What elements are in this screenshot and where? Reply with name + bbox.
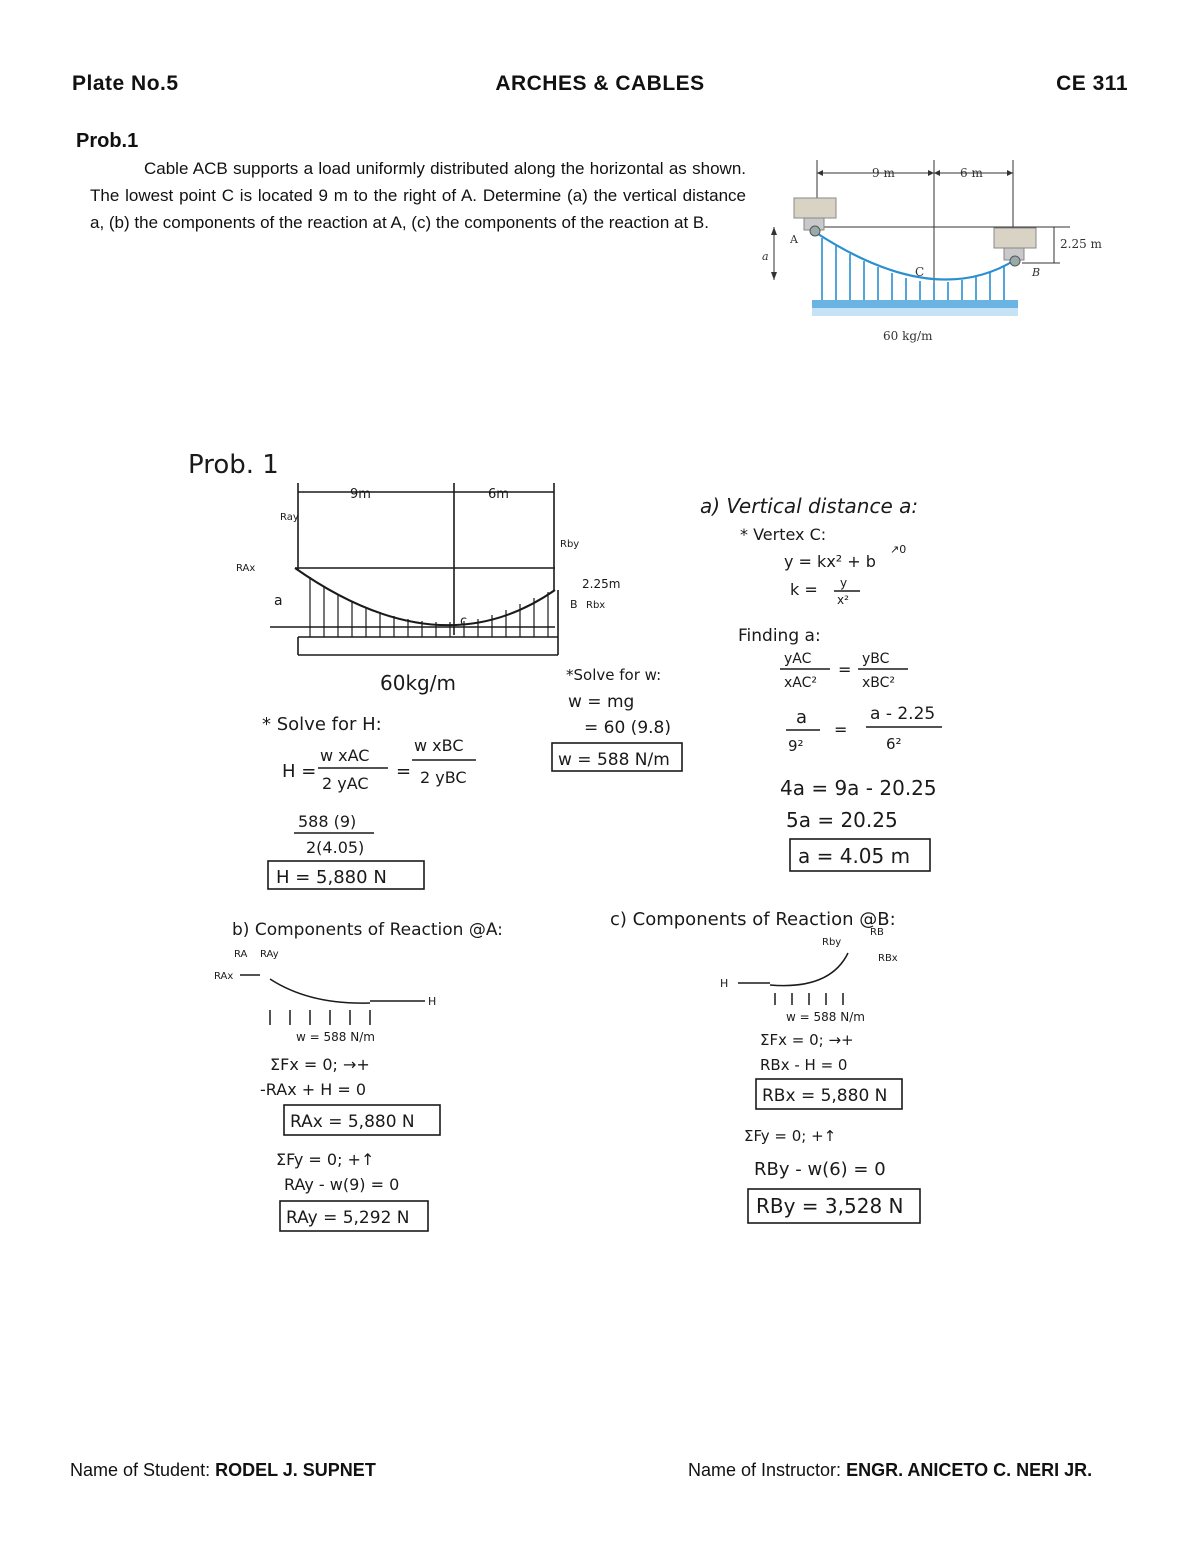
part-b-r1: RAx = 5,880 N [290,1112,415,1132]
subject-title: ARCHES & CABLES [495,72,705,95]
student-name: RODEL J. SUPNET [215,1460,376,1480]
part-c [610,909,920,1223]
part-c-e2: RBx - H = 0 [760,1056,848,1074]
fig-dim-9m: 9 m [872,166,895,180]
part-a-eq1: y = kx² + b [784,552,876,571]
sketch-rax: RAx [236,563,256,574]
problem-title: Prob.1 [76,130,139,152]
part-h-num2: w xBC [414,736,464,755]
part-h [262,714,476,889]
part-a-f-den2: 6² [886,735,902,753]
part-w-result: w = 588 N/m [558,750,670,770]
fig-load-label: 60 kg/m [883,329,933,343]
part-c-fbd-h: H [720,977,729,990]
part-c-fbd-rbx: RBx [878,953,898,964]
student-line [70,1460,376,1481]
part-a-r-eq: = [838,660,852,679]
part-b-e4: RAy - w(9) = 0 [284,1175,400,1194]
fig-label-a-point: A [790,233,798,246]
sketch-sag: 2.25m [582,577,621,591]
part-a-r-den2: xBC² [862,675,896,691]
part-b-e1: ΣFx = 0; →+ [270,1055,370,1074]
handwritten-solution [170,405,1020,1305]
part-b-r2: RAy = 5,292 N [286,1208,410,1228]
sketch-ray: Ray [280,512,299,523]
part-h-den1: 2 yAC [322,774,369,793]
part-a-eq2-den: x² [837,593,849,607]
part-a-eq1-sub: ↗0 [890,543,907,556]
instructor-name: ENGR. ANICETO C. NERI JR. [846,1460,1093,1480]
part-a [700,494,942,871]
fig-label-a-dim: a [762,250,769,263]
plate-number: Plate No.5 [72,72,179,95]
student-label: Name of Student: [70,1460,211,1480]
part-a-f-den1: 9² [788,737,804,755]
sketch-rby: Rby [560,539,580,550]
part-c-e1: ΣFx = 0; →+ [760,1031,854,1049]
part-c-title: c) Components of Reaction @B: [610,909,896,930]
part-a-title: a) Vertical distance a: [700,494,919,518]
part-w-l1: w = mg [568,692,635,712]
part-a-r-den1: xAC² [784,675,818,691]
part-b [214,920,503,1231]
part-w-l2: = 60 (9.8) [584,718,671,738]
fig-label-b-point: B [1032,266,1041,279]
sketch-load: 60kg/m [380,671,456,695]
instructor-label: Name of Instructor: [688,1460,842,1480]
part-a-finding: Finding a: [738,626,821,646]
part-c-r2: RBy = 3,528 N [756,1194,904,1218]
sketch-span-6m: 6m [488,487,509,502]
part-b-fbd-ra: RA [234,949,248,960]
sketch-span-9m: 9m [350,487,371,502]
part-a-eq2-lhs: k = [790,580,818,599]
part-a-r-num1: yAC [784,651,812,667]
part-a-s2: 5a = 20.25 [786,808,898,832]
solution-sketch [236,483,620,695]
part-a-vertex: * Vertex C: [740,525,827,544]
part-b-title: b) Components of Reaction @A: [232,920,503,940]
part-a-r-num2: yBC [862,651,890,667]
part-c-r1: RBx = 5,880 N [762,1086,888,1106]
part-b-fbd-h: H [428,995,437,1008]
fig-dim-sag: 2.25 m [1060,237,1102,251]
part-c-e4: RBy - w(6) = 0 [754,1159,886,1180]
part-h-lhs: H = [282,761,317,782]
part-c-fbd-rby: Rby [822,937,842,948]
part-b-e3: ΣFy = 0; +↑ [276,1150,375,1169]
sketch-a: a [274,593,283,609]
cable-figure [760,150,1140,350]
part-a-f-num1: a [796,707,808,728]
part-c-load: w = 588 N/m [786,1010,865,1024]
part-h-title: * Solve for H: [262,714,382,735]
sketch-rbx: Rbx [586,600,606,611]
fig-dim-6m: 6 m [960,166,983,180]
part-a-result: a = 4.05 m [798,844,911,868]
part-w [552,666,682,771]
part-c-fbd-rb: RB [870,927,884,938]
part-h-num1: w xAC [320,746,370,765]
solution-title: Prob. 1 [188,450,279,480]
part-b-fbd-ray: RAy [260,949,279,960]
part-w-title: *Solve for w: [566,666,662,684]
sketch-b: B [570,598,578,611]
part-h-eq: = [396,761,412,782]
part-h-result: H = 5,880 N [276,867,387,888]
fig-label-c-point: C [915,265,925,279]
part-a-f-eq: = [834,720,848,739]
part-h-den2: 2 yBC [420,768,467,787]
part-c-e3: ΣFy = 0; +↑ [744,1127,837,1145]
part-b-fbd-rax: RAx [214,971,234,982]
part-b-load: w = 588 N/m [296,1030,375,1044]
part-a-s1: 4a = 9a - 20.25 [780,776,937,800]
instructor-line [688,1460,1092,1481]
part-a-f-num2: a - 2.25 [870,704,936,724]
sketch-c: c [460,614,468,629]
part-h-den3: 2(4.05) [306,838,365,857]
course-code: CE 311 [1056,72,1128,95]
problem-statement: Cable ACB supports a load uniformly distributed along the horizontal as shown. The lowest point C is located 9 m to the right of A. Determine (a) the vertical distance a, (b) the components of the reaction at A, (c) the components of the reaction at B. [90,159,746,232]
part-a-eq2-num: y [840,576,848,590]
part-b-e2: -RAx + H = 0 [260,1080,367,1099]
part-h-num3: 588 (9) [298,812,357,831]
